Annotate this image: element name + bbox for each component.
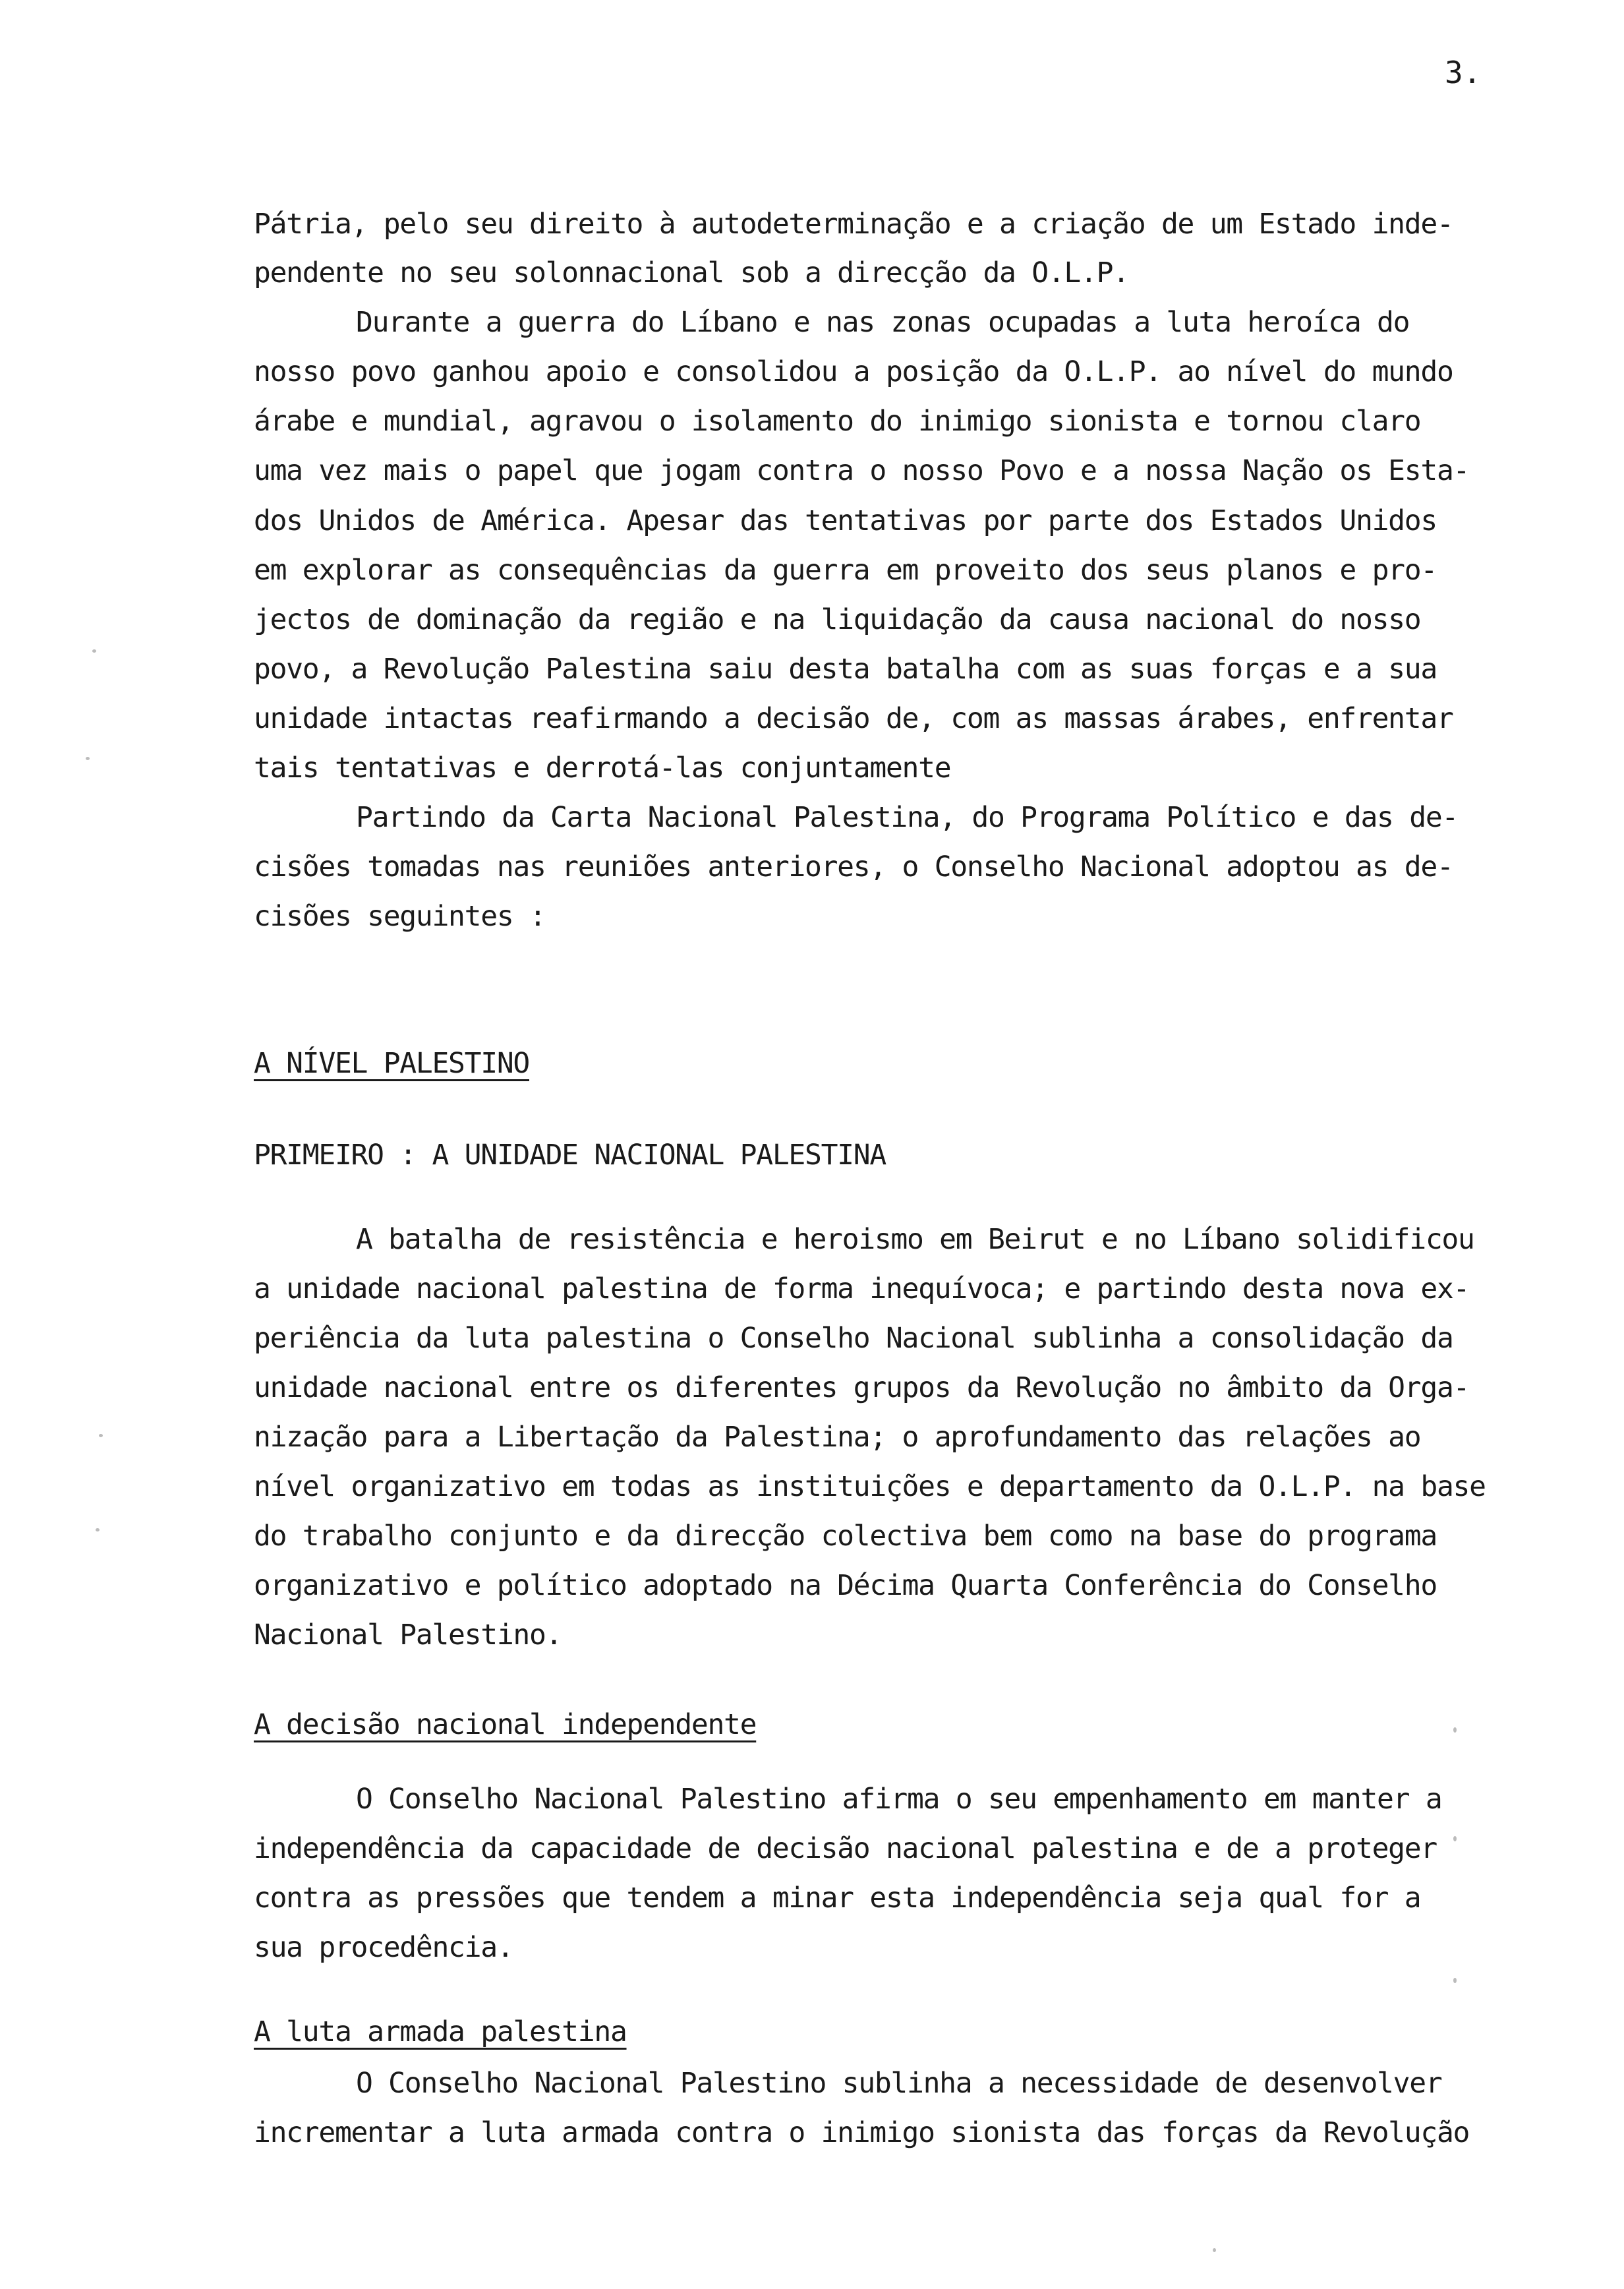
section-heading-primeiro: PRIMEIRO : A UNIDADE NACIONAL PALESTINA: [254, 1139, 886, 1172]
scan-speck: [1453, 1727, 1457, 1733]
text-line: Nacional Palestino.: [254, 1619, 562, 1651]
text-line: periência da luta palestina o Conselho Nacional sublinha a consolidação da: [254, 1322, 1453, 1355]
text-line: Durante a guerra do Líbano e nas zonas ocupadas a luta heroíca do: [356, 306, 1410, 339]
text-line: nível organizativo em todas as instituições e departamento da O.L.P. na base: [254, 1470, 1486, 1503]
text-line: incrementar a luta armada contra o inimigo sionista das forças da Revolução: [254, 2116, 1470, 2149]
text-line: dos Unidos de América. Apesar das tentativas por parte dos Estados Unidos: [254, 504, 1437, 537]
text-line: nosso povo ganhou apoio e consolidou a posição da O.L.P. ao nível do mundo: [254, 355, 1453, 388]
text-line: tais tentativas e derrotá-las conjuntamente: [254, 752, 951, 785]
text-line: unidade intactas reafirmando a decisão de, com as massas árabes, enfrentar: [254, 702, 1453, 735]
text-line: Pátria, pelo seu direito à autodeterminação e a criação de um Estado inde-: [254, 208, 1453, 241]
text-line: jectos de dominação da região e na liquidação da causa nacional do nosso: [254, 603, 1421, 636]
section-heading-luta-armada: A luta armada palestina: [254, 2015, 627, 2048]
text-line: cisões tomadas nas reuniões anteriores, o Conselho Nacional adoptou as de-: [254, 850, 1453, 883]
scan-speck: [92, 649, 96, 653]
text-line: contra as pressões que tendem a minar esta independência seja qual for a: [254, 1882, 1421, 1915]
text-line: unidade nacional entre os diferentes grupos da Revolução no âmbito da Orga-: [254, 1371, 1470, 1404]
page-number: 3.: [1445, 55, 1482, 90]
section-heading-nivel-palestino: A NÍVEL PALESTINO: [254, 1047, 529, 1080]
scan-speck: [96, 1528, 100, 1531]
text-line: Partindo da Carta Nacional Palestina, do Programa Político e das de-: [356, 801, 1458, 834]
text-line: em explorar as consequências da guerra em proveito dos seus planos e pro-: [254, 554, 1437, 587]
text-line: uma vez mais o papel que jogam contra o nosso Povo e a nossa Nação os Esta-: [254, 454, 1470, 487]
scan-speck: [1453, 1836, 1457, 1841]
text-line: sua procedência.: [254, 1931, 513, 1964]
text-line: organizativo e político adoptado na Décima Quarta Conferência do Conselho: [254, 1569, 1437, 1602]
scan-speck: [86, 757, 90, 760]
text-line: O Conselho Nacional Palestino sublinha a necessidade de desenvolver: [356, 2067, 1442, 2100]
text-line: nização para a Libertação da Palestina; o aprofundamento das relações ao: [254, 1421, 1421, 1454]
text-line: pendente no seu solonnacional sob a direcção da O.L.P.: [254, 256, 1129, 289]
text-line: cisões seguintes :: [254, 900, 546, 933]
text-line: povo, a Revolução Palestina saiu desta batalha com as suas forças e a sua: [254, 653, 1437, 686]
scan-speck: [99, 1434, 103, 1437]
text-line: O Conselho Nacional Palestino afirma o seu empenhamento em manter a: [356, 1783, 1442, 1816]
scan-speck: [1213, 2248, 1216, 2252]
text-line: do trabalho conjunto e da direcção colectiva bem como na base do programa: [254, 1520, 1437, 1553]
scan-speck: [1453, 1978, 1457, 1983]
text-line: A batalha de resistência e heroismo em Beirut e no Líbano solidificou: [356, 1223, 1474, 1256]
text-line: independência da capacidade de decisão nacional palestina e de a proteger: [254, 1832, 1437, 1865]
text-line: a unidade nacional palestina de forma inequívoca; e partindo desta nova ex-: [254, 1272, 1470, 1305]
text-line: árabe e mundial, agravou o isolamento do inimigo sionista e tornou claro: [254, 405, 1421, 438]
section-heading-decisao: A decisão nacional independente: [254, 1708, 757, 1741]
